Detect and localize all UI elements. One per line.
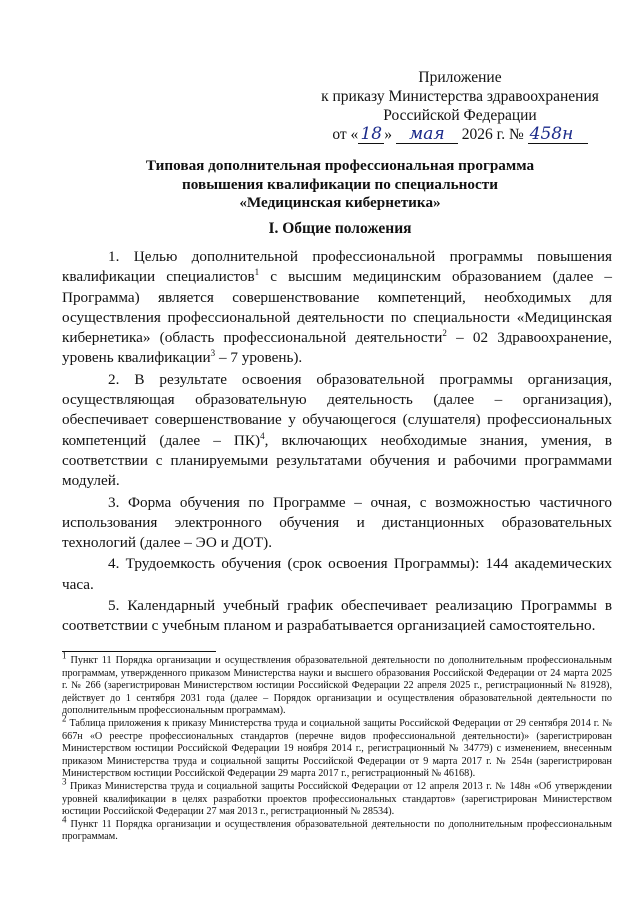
- paragraph-2-text-b: , включающих необходимые знания, умения, в соответствии с планируемыми результатами обучения и рабочими программами модулей.: [62, 431, 613, 490]
- paragraph-4: 4. Трудоемкость обучения (срок освоения Программы): 144 академических часа.: [62, 555, 612, 593]
- footnote-ref-3: 3: [210, 348, 216, 359]
- paragraph-2-text-a: 2. В результате освоения образовательной программы организация, осуществляющая образовательную деятельность (далее – организация), обеспечивает совершенствование у обучающегося (слушателя) профессиональных компетенций (далее – ПК): [62, 370, 612, 449]
- order-year: 2026 г. №: [461, 126, 524, 143]
- footnote-separator: [62, 651, 216, 652]
- footnote-4-text: Пункт 11 Порядка организации и осуществления образовательной деятельности по дополнительным профессиональным программам.: [62, 818, 612, 843]
- footnote-4-mark: 4: [62, 814, 67, 825]
- document-body: [62, 247, 612, 638]
- footnote-ref-2: 2: [442, 328, 447, 339]
- paragraph-1: [62, 247, 612, 369]
- footnote-1: [62, 650, 612, 718]
- program-title: [60, 157, 620, 213]
- footnote-2-mark: 2: [62, 713, 67, 724]
- footnote-ref-1: 1: [254, 267, 260, 278]
- footnote-3: [62, 776, 612, 819]
- appendix-header: [300, 68, 620, 144]
- paragraph-2: [62, 370, 612, 492]
- section-heading: I. Общие положения: [268, 220, 412, 237]
- footnote-2: [62, 713, 612, 781]
- header-line-3: Российской Федерации: [383, 107, 537, 124]
- title-line-1: Типовая дополнительная профессиональная программа: [145, 157, 535, 174]
- paragraph-1-text-d: – 7 уровень).: [215, 349, 303, 367]
- footnote-1-mark: 1: [62, 650, 67, 661]
- title-line-3: «Медицинская кибернетика»: [239, 194, 441, 211]
- footnote-3-mark: 3: [62, 776, 67, 787]
- footnote-3-text: Приказ Министерства труда и социальной защиты Российской Федерации от 12 апреля 2013 г. № 148н «Об утверждении уровней квалификации в целях разработки проектов профессиональных стандартов» (зарегистрирован Министерством юстиции Российской Федерации 27 мая 2013 г., регистрационный № 28534).: [62, 780, 612, 818]
- footnote-4: [62, 814, 612, 844]
- paragraph-1-text-b: с высшим медицинским образованием (далее – Программа) является совершенствование компетенций, необходимых для осуществления профессиональной деятельности по специальности «Медицинская кибернетика» (область профессиональной деятельности: [62, 268, 612, 347]
- footnote-2-text: Таблица приложения к приказу Министерства труда и социальной защиты Российской Федерации от 29 сентября 2014 г. № 667н «О реестре профессиональных стандартов (перечне видов профессиональной деятельности)» (зарегистрирован Министерством юстиции Российской Федерации 19 ноября 2014 г., регистрационный № 34779) с изменением, внесенным приказом Министерства труда и социальной защиты Российской Федерации от 9 марта 2017 г. № 254н (зарегистрирован Министерством юстиции Российской Федерации 29 марта 2017 г., регистрационный № 46168).: [62, 717, 612, 780]
- handwritten-order-number: 458н: [528, 125, 588, 144]
- footnote-1-text: Пункт 11 Порядка организации и осуществления образовательной деятельности по дополнительным профессиональным программам, утвержденного приказом Министерства науки и высшего образования Российской Федерации от 24 марта 2025 г. № 266 (зарегистрирован Министерством юстиции Российской Федерации 22 апреля 2025 г., регистрационный № 81928), действует до 1 сентября 2031 года (далее – Порядок организации и осуществления образовательной деятельности по дополнительным профессиональным программам).: [62, 655, 612, 717]
- paragraph-3: 3. Форма обучения по Программе – очная, с возможностью частичного использования электронного обучения и дистанционных образовательных технологий (далее – ЭО и ДОТ).: [62, 493, 612, 552]
- header-line-2: к приказу Министерства здравоохранения: [321, 88, 599, 105]
- title-line-2: повышения квалификации по специальности: [182, 175, 498, 193]
- paragraph-1-text-c: – 02 Здравоохранение, уровень квалификации: [62, 329, 612, 367]
- paragraph-1-text-a: 1. Целью дополнительной профессиональной программы повышения квалификации специалистов: [62, 248, 612, 286]
- date-close-quote: »: [384, 126, 393, 143]
- order-date-line: [300, 125, 620, 144]
- handwritten-day: 18: [358, 125, 384, 144]
- header-line-1: Приложение: [418, 69, 502, 86]
- footnotes: [62, 650, 612, 844]
- paragraph-5: 5. Календарный учебный график обеспечивает реализацию Программы в соответствии с учебным планом и разрабатывается организацией самостоятельно.: [62, 597, 612, 635]
- handwritten-month: мая: [396, 125, 458, 144]
- date-prefix: от «: [332, 126, 359, 143]
- footnote-ref-4: 4: [260, 430, 265, 441]
